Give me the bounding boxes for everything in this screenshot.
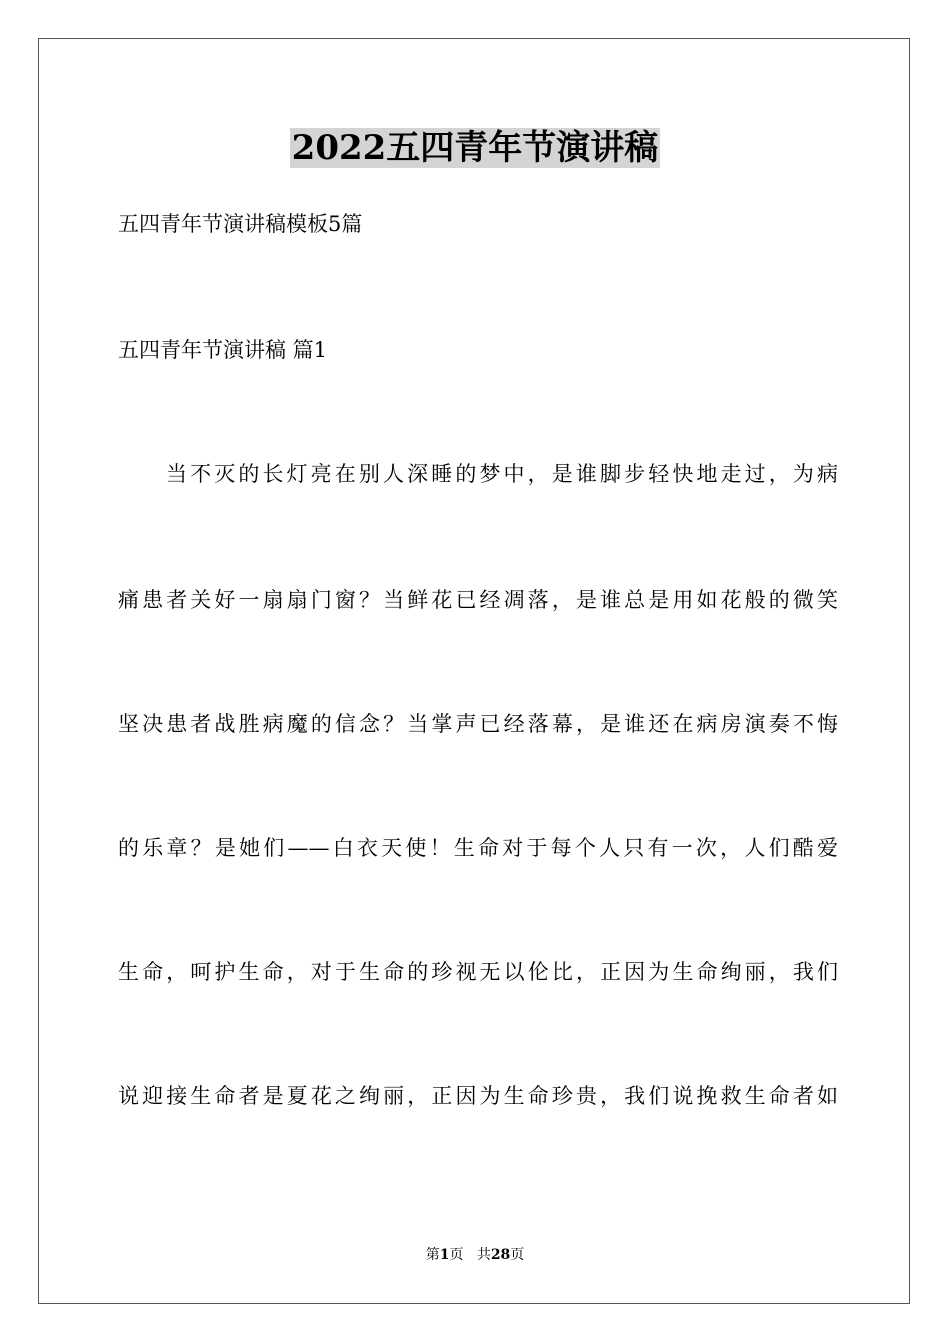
- footer-current-page: 1: [439, 1247, 450, 1263]
- document-subtitle: 五四青年节演讲稿模板5篇: [118, 212, 363, 236]
- footer-page-suffix: 页: [449, 1247, 464, 1263]
- page-footer: [0, 1246, 950, 1264]
- paragraph-line: 当不灭的长灯亮在别人深睡的梦中，是谁脚步轻快地走过，为病: [166, 462, 838, 486]
- document-title: [0, 128, 950, 168]
- paragraph-line: 坚决患者战胜病魔的信念？当掌声已经落幕，是谁还在病房演奏不悔: [118, 712, 838, 736]
- document-title-text: 2022五四青年节演讲稿: [291, 128, 659, 168]
- section-heading: 五四青年节演讲稿 篇1: [118, 338, 328, 362]
- paragraph-line: 的乐章？是她们——白衣天使！生命对于每个人只有一次，人们酷爱: [118, 836, 838, 860]
- paragraph-line: 痛患者关好一扇扇门窗？当鲜花已经凋落，是谁总是用如花般的微笑: [118, 588, 838, 612]
- paragraph-line: 说迎接生命者是夏花之绚丽，正因为生命珍贵，我们说挽救生命者如: [118, 1084, 838, 1108]
- footer-total-suffix: 页: [510, 1247, 525, 1263]
- footer-total-prefix: 共: [476, 1247, 491, 1263]
- footer-total-pages: 28: [490, 1247, 511, 1263]
- footer-prefix: 第: [425, 1247, 440, 1263]
- paragraph-line: 生命，呵护生命，对于生命的珍视无以伦比，正因为生命绚丽，我们: [118, 960, 838, 984]
